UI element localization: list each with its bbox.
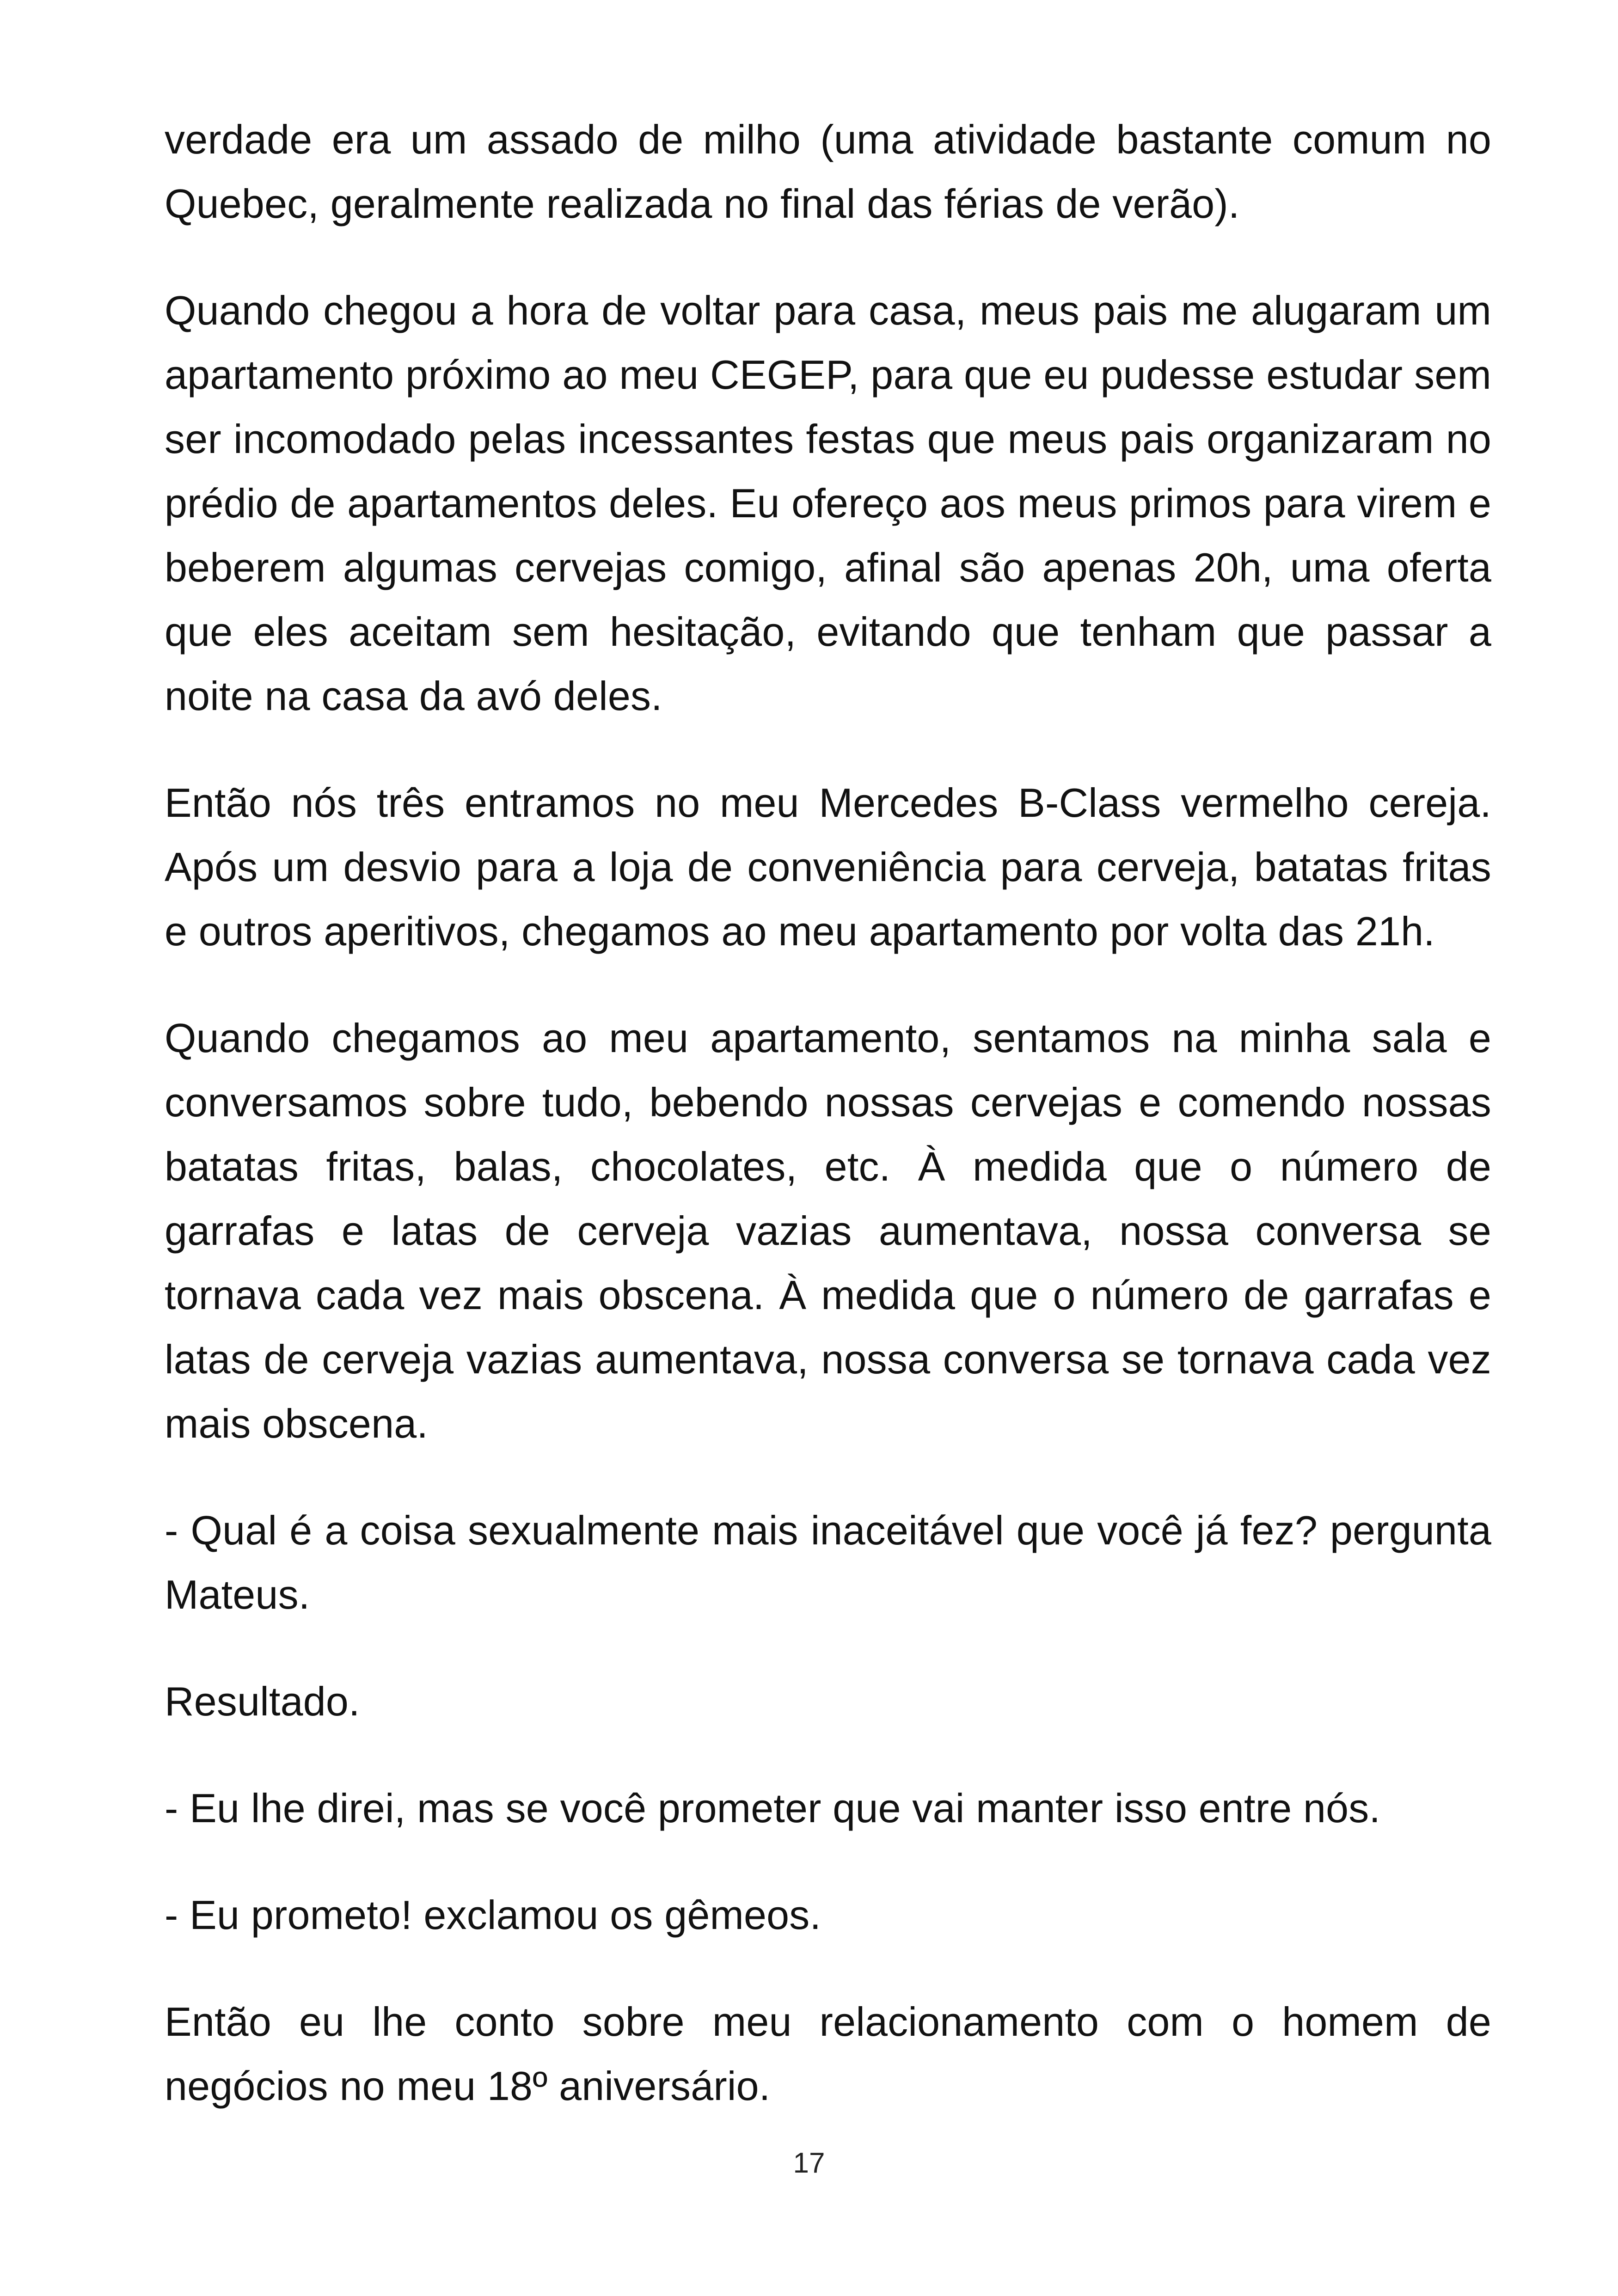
paragraph: Quando chegamos ao meu apartamento, sentamos na minha sala e conversamos sobre tudo, bebendo nossas cervejas e comendo nossas batatas fritas, balas, chocolates, etc. À medida que o número de garrafas e latas de cerveja vazias aumentava, nossa conversa se tornava cada vez mais obscena. À medida que o número de garrafas e latas de cerveja vazias aumentava, nossa conversa se tornava cada vez mais obscena.: [165, 1015, 1491, 1446]
paragraph: Quando chegou a hora de voltar para casa, meus pais me alugaram um apartamento próximo ao meu CEGEP, para que eu pudesse estudar sem ser incomodado pelas incessantes festas que meus pais organizaram no prédio de apartamentos deles. Eu ofereço aos meus primos para virem e beberem algumas cervejas comigo, afinal são apenas 20h, uma oferta que eles aceitam sem hesitação, evitando que tenham que passar a noite na casa da avó deles.: [165, 288, 1491, 719]
paragraph: verdade era um assado de milho (uma atividade bastante comum no Quebec, geralmente realizada no final das férias de verão).: [165, 116, 1491, 227]
page-number: 17: [793, 2147, 825, 2179]
paragraph: Então nós três entramos no meu Mercedes B-Class vermelho cereja. Após um desvio para a loja de conveniência para cerveja, batatas fritas e outros aperitivos, chegamos ao meu apartamento por volta das 21h.: [165, 780, 1491, 954]
paragraph: Resultado.: [165, 1678, 360, 1724]
paragraph: Então eu lhe conto sobre meu relacionamento com o homem de negócios no meu 18º aniversário.: [165, 1999, 1491, 2109]
dialogue-line: - Eu lhe direi, mas se você prometer que vai manter isso entre nós.: [165, 1785, 1381, 1831]
body-text: [165, 107, 1491, 2161]
dialogue-line: - Qual é a coisa sexualmente mais inaceitável que você já fez? pergunta Mateus.: [165, 1507, 1491, 1617]
dialogue-line: - Eu prometo! exclamou os gêmeos.: [165, 1892, 821, 1938]
